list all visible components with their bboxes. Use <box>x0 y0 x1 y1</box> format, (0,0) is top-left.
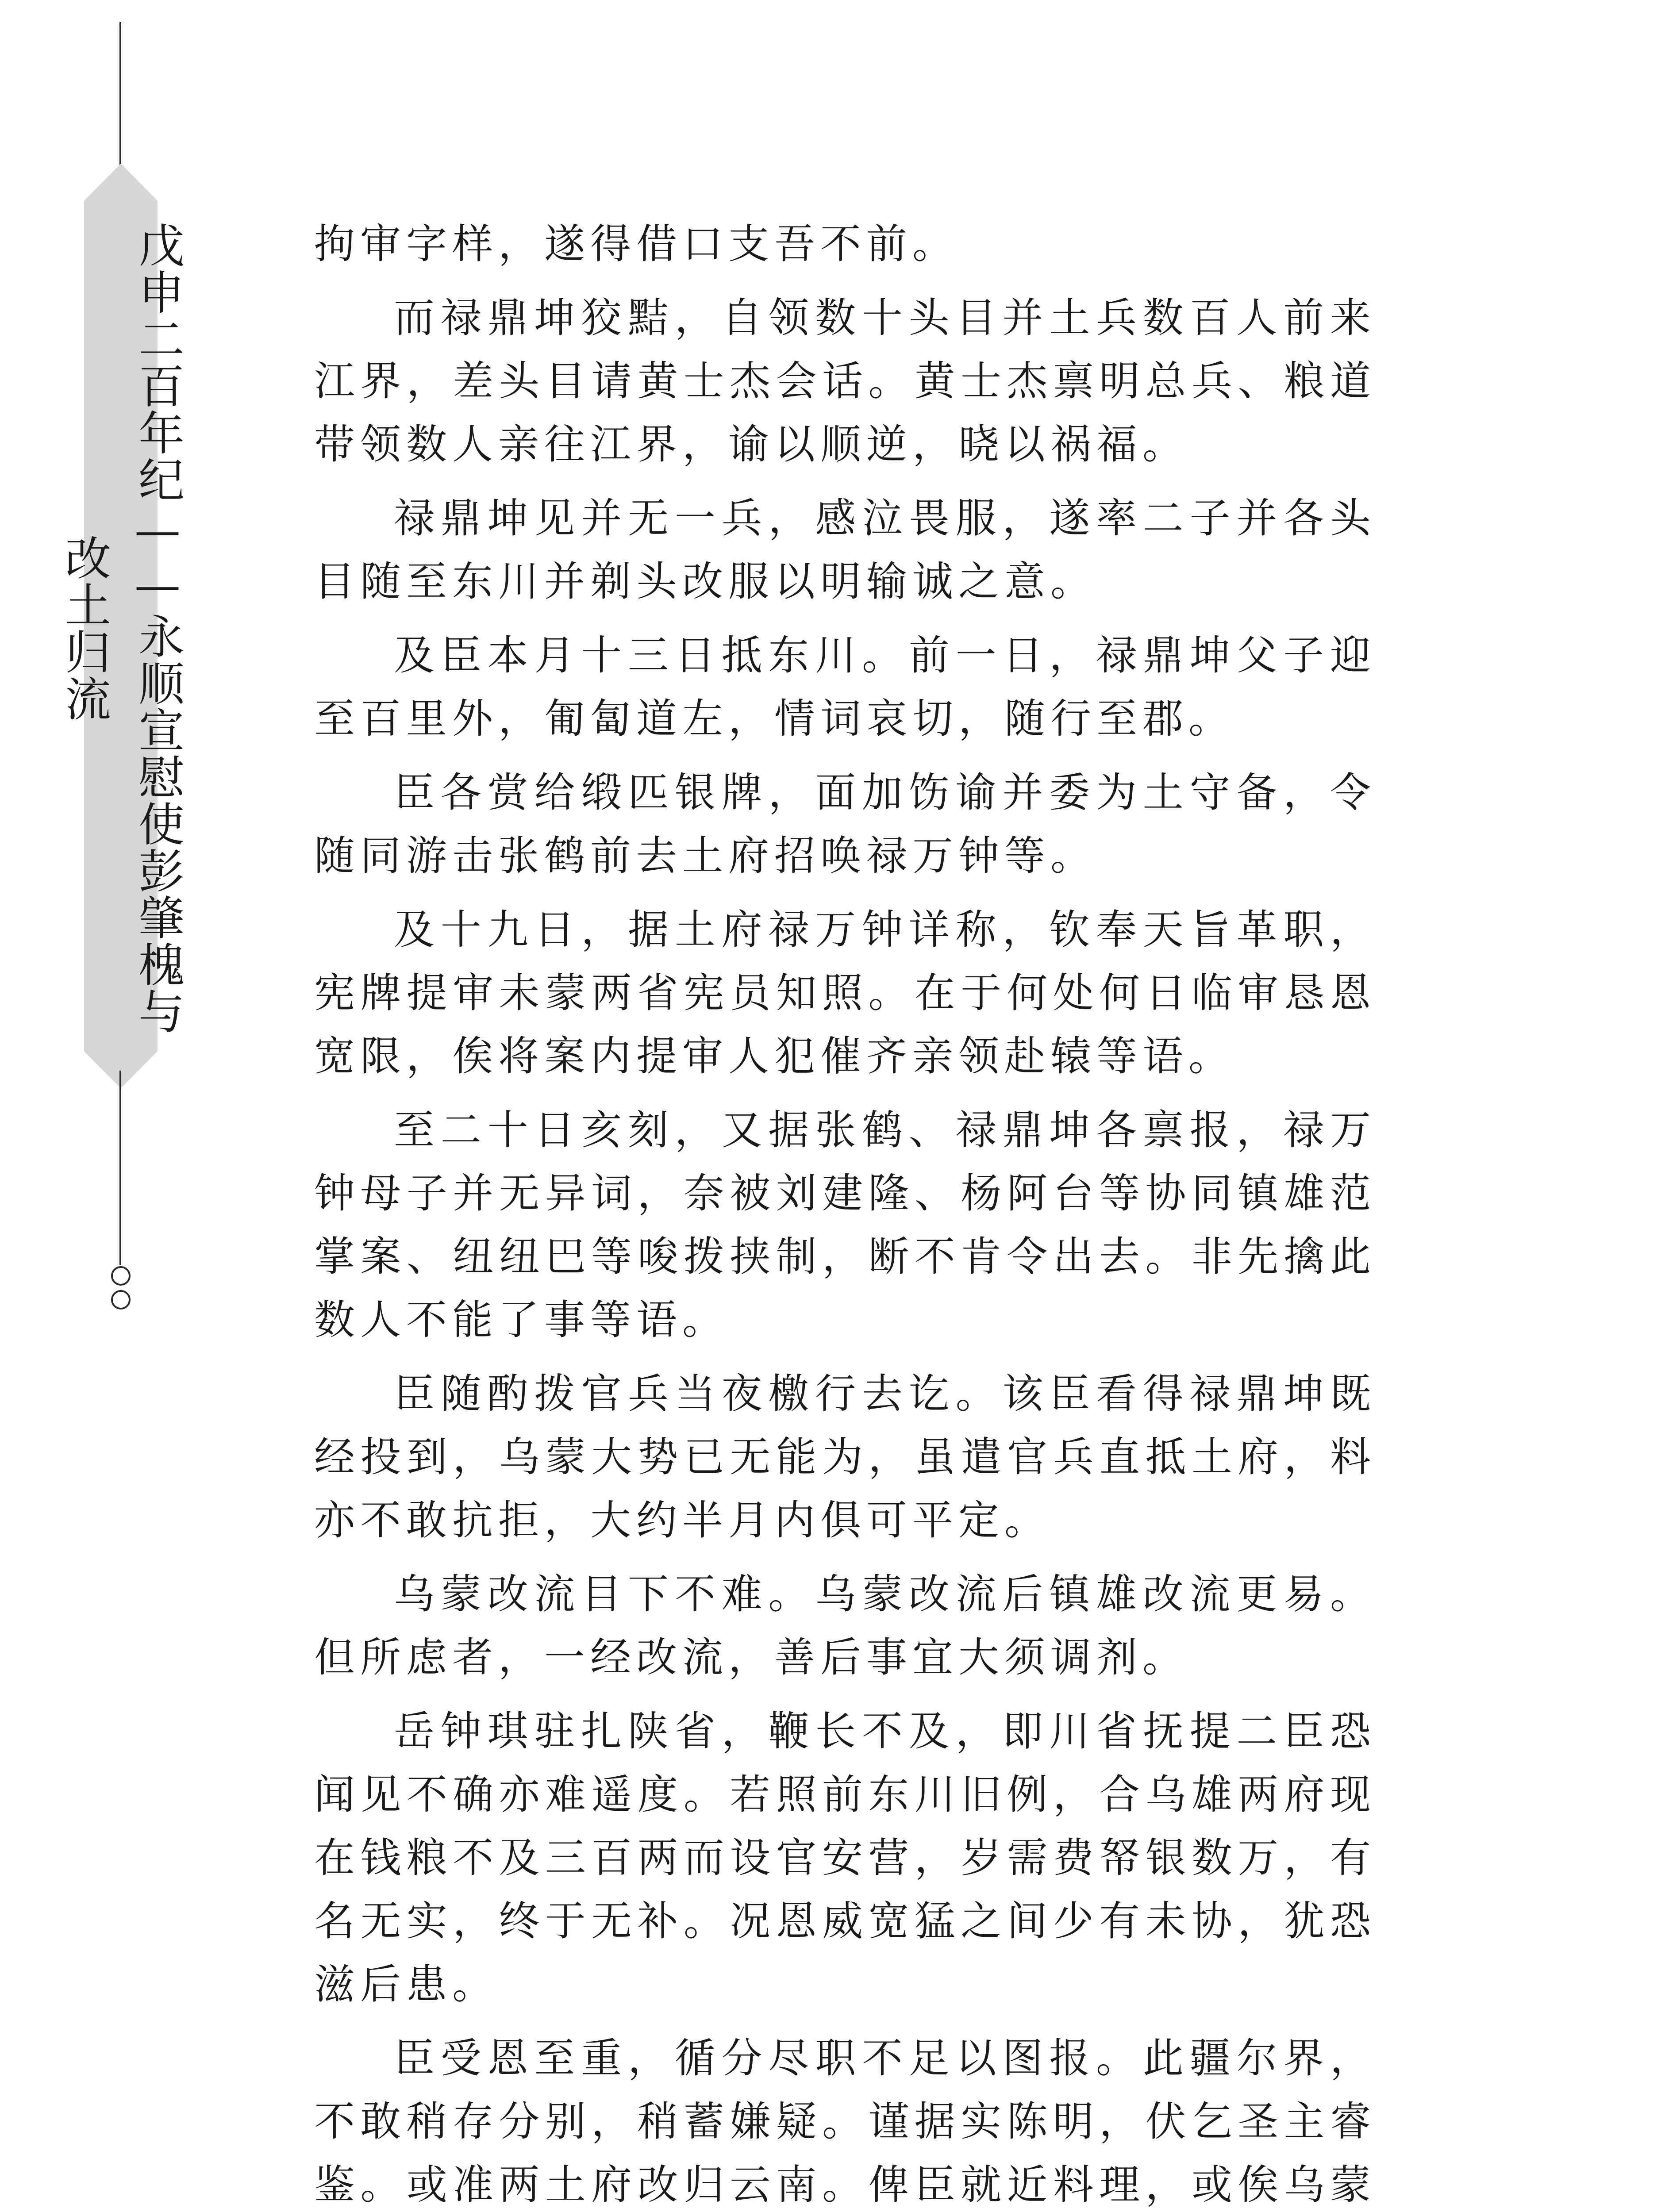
paragraph: 拘审字样，遂得借口支吾不前。 <box>314 220 959 268</box>
paragraph: 禄鼎坤见并无一兵，感泣畏服，遂率二子并各头目随至东川并剃头改服以明输诚之意。 <box>314 495 1376 605</box>
paragraph: 及臣本月十三日抵东川。前一日，禄鼎坤父子迎至百里外，匍匐道左，情词哀切，随行至郡。 <box>314 632 1376 742</box>
paragraph: 及十九日，据土府禄万钟详称，钦奉天旨革职，宪牌提审未蒙两省宪员知照。在于何处何日临审恳恩宽限，俟将案内提审人犯催齐亲领赴辕等语。 <box>314 906 1376 1080</box>
body-text <box>314 212 1376 2212</box>
margin-rule-bottom <box>119 1071 121 1265</box>
running-title: 戊申二百年纪——永顺宣慰使彭肇槐与改土归流 <box>57 222 185 1035</box>
paragraph: 而禄鼎坤狡黠，自领数十头目并土兵数百人前来江界，差头目请黄士杰会话。黄士杰禀明总兵、粮道带领数人亲往江界，谕以顺逆，晓以祸福。 <box>314 294 1376 468</box>
paragraph: 至二十日亥刻，又据张鹤、禄鼎坤各禀报，禄万钟母子并无异词，奈被刘建隆、杨阿台等协同镇雄范掌案、纽纽巴等唆拨挟制，断不肯令出去。非先擒此数人不能了事等语。 <box>314 1106 1376 1344</box>
paragraph: 岳钟琪驻扎陕省，鞭长不及，即川省抚提二臣恐闻见不确亦难遥度。若照前东川旧例，合乌雄两府现在钱粮不及三百两而设官安营，岁需费帑银数万，有名无实，终于无补。况恩威宽猛之间少有未协，犹恐滋后患。 <box>314 1708 1376 2008</box>
paragraph: 臣受恩至重，循分尽职不足以图报。此疆尔界，不敢稍存分别，稍蓄嫌疑。谨据实陈明，伏乞圣主睿鉴。或准两土府改归云南。俾臣就近料理，或俟乌蒙 <box>314 2035 1376 2208</box>
margin-circle-ornament <box>111 1266 131 1286</box>
paragraph: 臣随酌拨官兵当夜檄行去讫。该臣看得禄鼎坤既经投到，乌蒙大势已无能为，虽遣官兵直抵土府，料亦不敢抗拒，大约半月内俱可平定。 <box>314 1370 1376 1544</box>
paragraph: 臣各赏给缎匹银牌，面加饬谕并委为土守备，令随同游击张鹤前去土府招唤禄万钟等。 <box>314 769 1376 879</box>
margin-rule-top <box>119 22 121 168</box>
paragraph: 乌蒙改流目下不难。乌蒙改流后镇雄改流更易。但所虑者，一经改流，善后事宜大须调剂。 <box>314 1571 1376 1681</box>
margin-circle-ornament <box>111 1290 131 1310</box>
